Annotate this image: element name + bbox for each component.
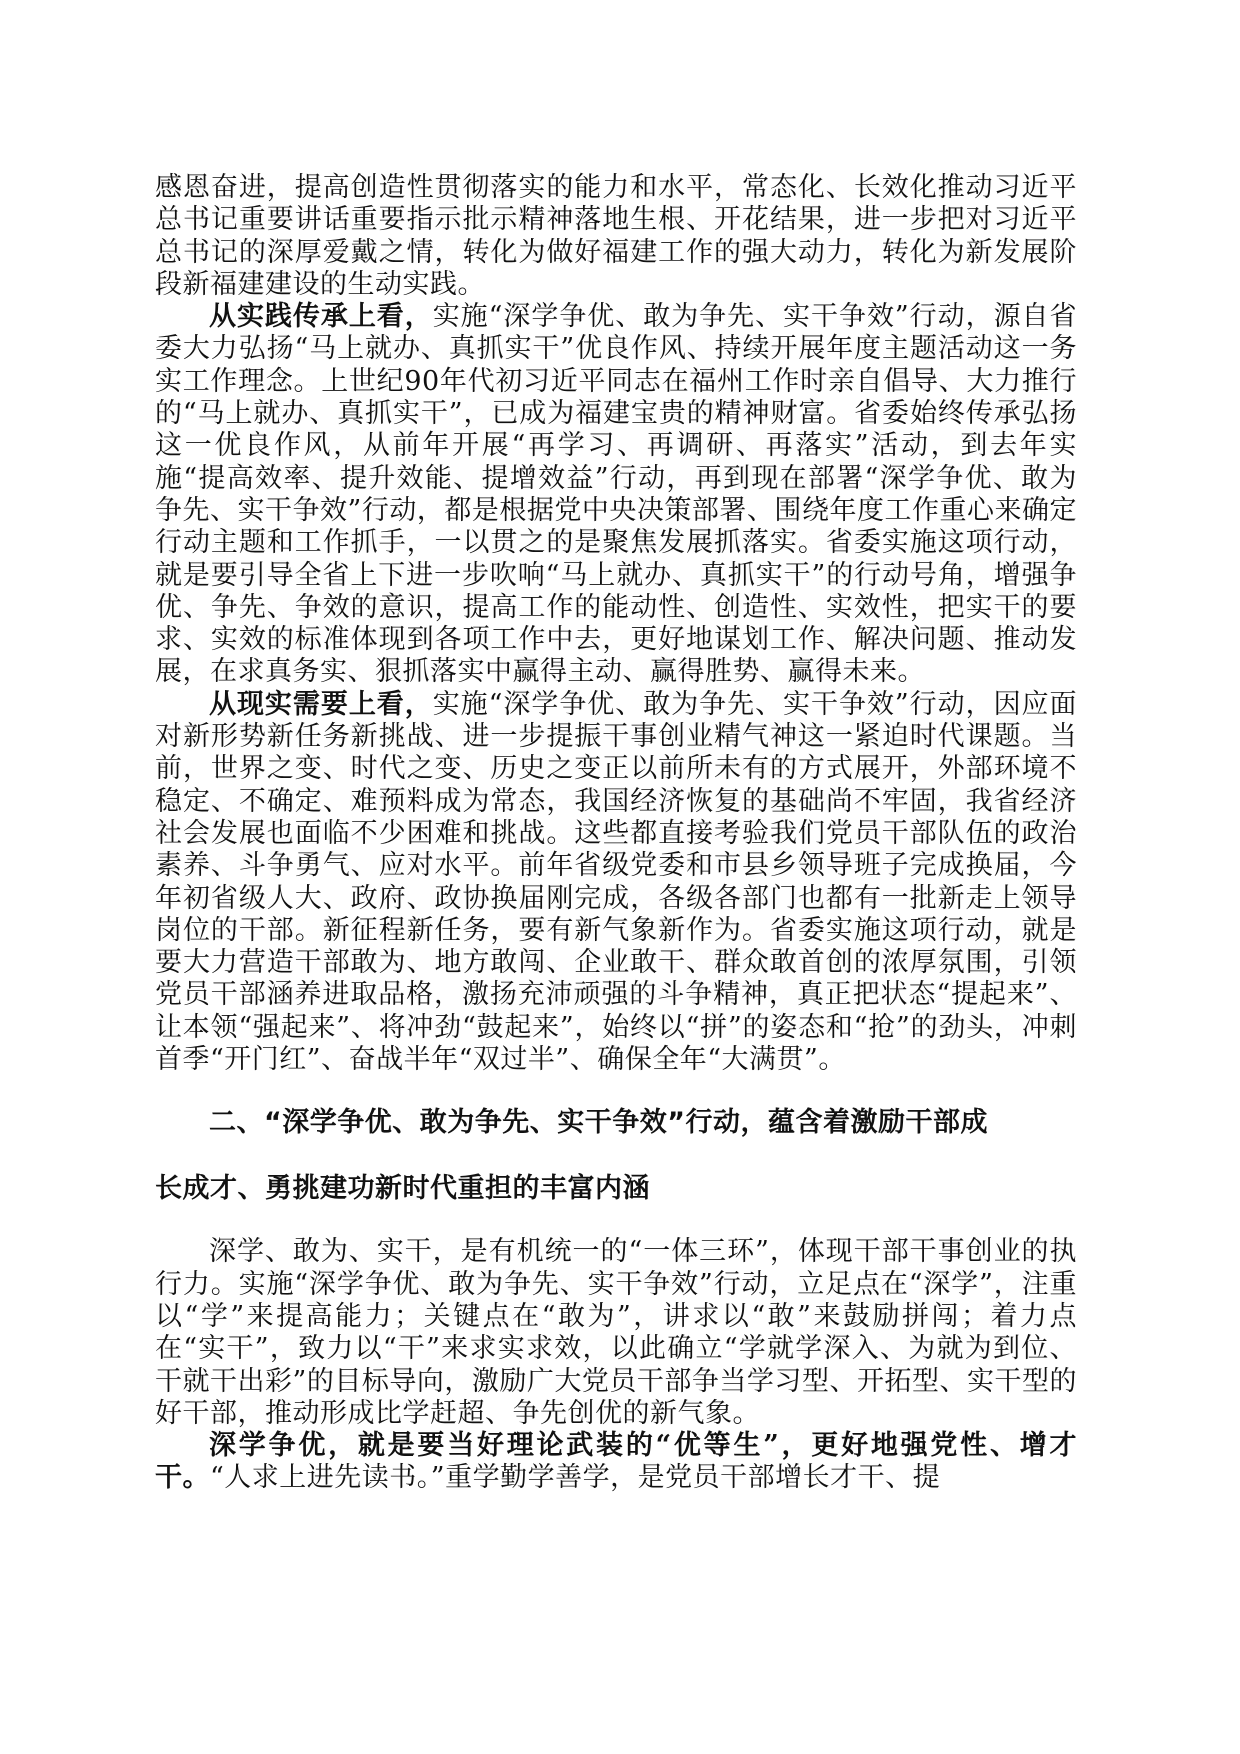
paragraph-three-rings: 深学、敢为、实干，是有机统一的“一体三环”，体现干部干事创业的执行力。实施“深学争优、敢为争先、实干争效”行动，立足点在“深学”，注重以“学”来提高能力；关键点在“敢为”，讲求以“敢”来鼓励拼闯；着力点在“实干”，致力以“干”来求实求效，以此确立“学就学深入、为就为到位、干就干出彩”的目标导向，激励广大党员干部争当学习型、开拓型、实干型的好干部，推动形成比学赶超、争先创优的新气象。 <box>155 1236 1077 1429</box>
paragraph-deep-study <box>155 1430 1077 1495</box>
document-body <box>155 172 1077 1495</box>
section-heading-line-1: 二、“深学争优、敢为争先、实干争效”行动，蕴含着激励干部成 <box>209 1107 988 1139</box>
section-heading-line-2: 长成才、勇挑建功新时代重担的丰富内涵 <box>155 1173 650 1205</box>
paragraph-body-deep-study: “人求上进先读书。”重学勤学善学，是党员干部增长才干、提 <box>210 1462 941 1494</box>
paragraph-lead-needs: 从现实需要上看， <box>209 688 433 720</box>
paragraph-realistic-needs <box>155 689 1077 1077</box>
paragraph-practice-heritage <box>155 301 1077 689</box>
paragraph-body-practice: 实施“深学争优、敢为争先、实干争效”行动，源自省委大力弘扬“马上就办、真抓实干”优良作风、持续开展年度主题活动这一务实工作理念。上世纪90年代初习近平同志在福州工作时亲自倡导、大力推行的“马上就办、真抓实干”，已成为福建宝贵的精神财富。省委始终传承弘扬这一优良作风，从前年开展“再学习、再调研、再落实”活动，到去年实施“提高效率、提升效能、提增效益”行动，再到现在部署“深学争优、敢为争先、实干争效”行动，都是根据党中央决策部署、围绕年度工作重心来确定行动主题和工作抓手，一以贯之的是聚焦发展抓落实。省委实施这项行动，就是要引导全省上下进一步吹响“马上就办、真抓实干”的行动号角，增强争优、争先、争效的意识，提高工作的能动性、创造性、实效性，把实干的要求、实效的标准体现到各项工作中去，更好地谋划工作、解决问题、推动发展，在求真务实、狠抓落实中赢得主动、赢得胜势、赢得未来。 <box>155 301 1078 688</box>
paragraph-continuation: 感恩奋进，提高创造性贯彻落实的能力和水平，常态化、长效化推动习近平总书记重要讲话重要指示批示精神落地生根、开花结果，进一步把对习近平总书记的深厚爱戴之情，转化为做好福建工作的强大动力，转化为新发展阶段新福建建设的生动实践。 <box>155 172 1077 300</box>
paragraph-lead-practice: 从实践传承上看， <box>209 301 433 333</box>
paragraph-body-needs: 实施“深学争优、敢为争先、实干争效”行动，因应面对新形势新任务新挑战、进一步提振干事创业精气神这一紧迫时代课题。当前，世界之变、时代之变、历史之变正以前所未有的方式展开，外部环境不稳定、不确定、难预料成为常态，我国经济恢复的基础尚不牢固，我省经济社会发展也面临不少困难和挑战。这些都直接考验我们党员干部队伍的政治素养、斗争勇气、应对水平。前年省级党委和市县乡领导班子完成换届，今年初省级人大、政府、政协换届刚完成，各级各部门也都有一批新走上领导岗位的干部。新征程新任务，要有新气象新作为。省委实施这项行动，就是要大力营造干部敢为、地方敢闯、企业敢干、群众敢首创的浓厚氛围，引领党员干部涵养进取品格，激扬充沛顽强的斗争精神，真正把状态“提起来”、让本领“强起来”、将冲劲“鼓起来”，始终以“拼”的姿态和“抢”的劲头，冲刺首季“开门红”、奋战半年“双过半”、确保全年“大满贯”。 <box>155 688 1078 1076</box>
paragraph-lead-deep-study: 深学争优，就是要当好理论武装的“优等生”，更好地强党性、增才干。 <box>155 1430 1077 1494</box>
